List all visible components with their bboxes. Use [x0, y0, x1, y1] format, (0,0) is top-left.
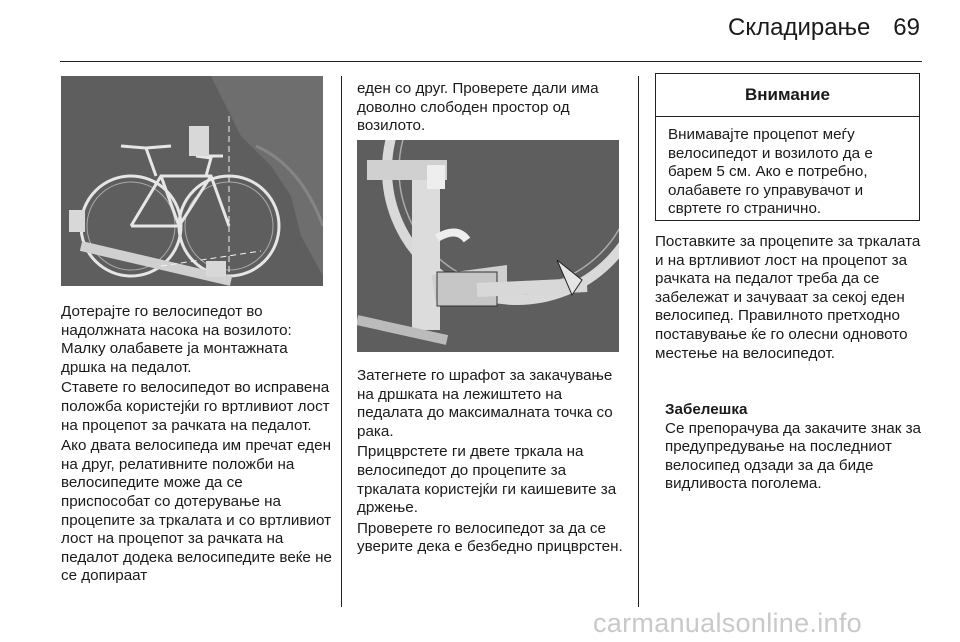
column-2-bottom — [357, 367, 632, 557]
caution-text: Внимавајте процепот меѓу велосипедот и возилото да е барем 5 см. Ако е потребно, олабавете го управувачот и свртете го странично. — [668, 126, 873, 218]
header-rule — [60, 61, 922, 62]
paragraph: еден со друг. Проверете дали има доволно слободен простор од возилото. — [357, 80, 599, 135]
bike-carrier-illustration — [61, 76, 323, 286]
watermark: carmanualsonline.info — [593, 608, 862, 638]
column-divider — [341, 76, 342, 607]
paragraph: Затегнете го шрафот за закачување на дршката на лежиштето на педалата до максималната точка со рака. — [357, 367, 613, 440]
caution-title: Внимание — [656, 74, 919, 117]
caution-box — [655, 73, 920, 221]
column-1 — [61, 303, 333, 586]
paragraph: Поставките за процепите за тркалата и на вртливиот лост на процепот за рачката на педалот треба да се забележат и зачуваат за секој еден велосипед. Правилното претходно поставување ќе го олесни одновото местење на велосипедот. — [655, 233, 921, 362]
paragraph: Ако двата велосипеда им пречат еден на друг, релативните положби на велосипедите може да се приспособат со дотерување на процепите за тркалата и со вртливиот лост на процепот за рачката на педалот додека велосипедите веќе не се допираат — [61, 437, 332, 585]
column-2-top — [357, 80, 632, 136]
column-3 — [655, 233, 927, 363]
column-divider — [638, 76, 639, 607]
note — [665, 401, 927, 494]
paragraph: Проверете го велосипедот за да се уверите дека е безбедно прицврстен. — [357, 519, 623, 556]
bike-carrier-figure — [61, 76, 323, 286]
paragraph: Дотерајте го велосипедот во надолжната насока на возилото: Малку олабавете ја монтажната дршка на педалот. — [61, 303, 292, 376]
pedal-holder-figure — [357, 140, 619, 352]
page-title: Складирање — [728, 14, 871, 41]
page-number: 69 — [893, 14, 920, 41]
note-text: Се препорачува да закачите знак за предупредување на последниот велосипед одзади за да биде видливоста поголема. — [665, 419, 921, 493]
note-title: Забелешка — [665, 401, 748, 418]
pedal-holder-illustration — [357, 140, 619, 352]
paragraph: Прицврстете ги двете тркала на велосипедот до процепите за тркалата користејќи ги каишевите за држење. — [357, 443, 617, 517]
paragraph: Ставете го велосипедот во исправена положба користејќи го вртливиот лост на процепот за рачката на педалот. — [61, 379, 330, 434]
